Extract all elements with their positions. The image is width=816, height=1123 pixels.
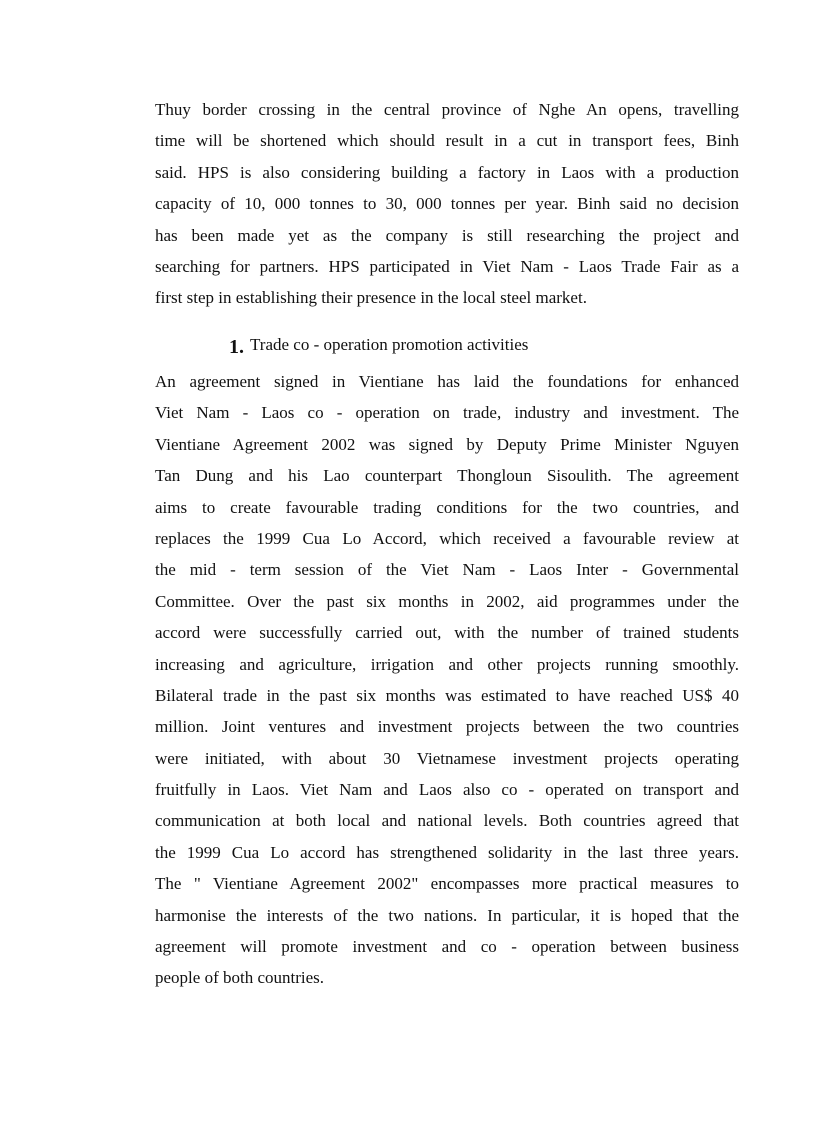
text-line: the mid - term session of the Viet Nam - Laos Inter - Governmental [155,560,739,580]
text-line: replaces the 1999 Cua Lo Accord, which received a favourable review at [155,528,739,548]
text-line: said. HPS is also considering building a factory in Laos with a production [155,162,739,182]
section-number: 1. [229,336,244,358]
text-line: Bilateral trade in the past six months was estimated to have reached US$ 40 [155,685,739,705]
text-line: has been made yet as the company is still researching the project and [155,225,739,245]
text-line: Thuy border crossing in the central province of Nghe An opens, travelling [155,100,739,119]
text-line: capacity of 10, 000 tonnes to 30, 000 tonnes per year. Binh said no decision [155,194,739,214]
text-line: first step in establishing their presence in the local steel market. [155,288,587,308]
text-line: agreement will promote investment and co - operation between business [155,937,739,957]
text-line: fruitfully in Laos. Viet Nam and Laos also co - operated on transport and [155,780,739,800]
text-line: increasing and agriculture, irrigation and other projects running smoothly. [155,654,739,674]
text-line: aims to create favourable trading conditions for the two countries, and [155,497,739,517]
text-line: Tan Dung and his Lao counterpart Thongloun Sisoulith. The agreement [155,466,739,486]
section-title: Trade co - operation promotion activities [250,335,529,354]
text-line: accord were successfully carried out, with the number of trained students [155,623,739,643]
text-line: communication at both local and national levels. Both countries agreed that [155,811,739,831]
text-line: time will be shortened which should result in a cut in transport fees, Binh [155,131,739,151]
text-line: Viet Nam - Laos co - operation on trade, industry and investment. The [155,403,739,423]
paragraph-vientiane-agreement [155,366,739,994]
text-line: harmonise the interests of the two nations. In particular, it is hoped that the [155,905,739,925]
text-line: were initiated, with about 30 Vietnamese investment projects operating [155,748,739,768]
section-heading [229,331,528,358]
text-line: people of both countries. [155,968,325,988]
text-line: Committee. Over the past six months in 2002, aid programmes under the [155,591,739,611]
text-line: An agreement signed in Vientiane has laid the foundations for enhanced [155,372,739,391]
text-line: million. Joint ventures and investment projects between the two countries [155,717,739,737]
text-line: searching for partners. HPS participated in Viet Nam - Laos Trade Fair as a [155,256,739,276]
paragraph-hps-steel [155,94,739,314]
text-line: the 1999 Cua Lo accord has strengthened solidarity in the last three years. [155,842,739,862]
text-line: The " Vientiane Agreement 2002" encompasses more practical measures to [155,874,739,894]
text-line: Vientiane Agreement 2002 was signed by Deputy Prime Minister Nguyen [155,434,739,454]
